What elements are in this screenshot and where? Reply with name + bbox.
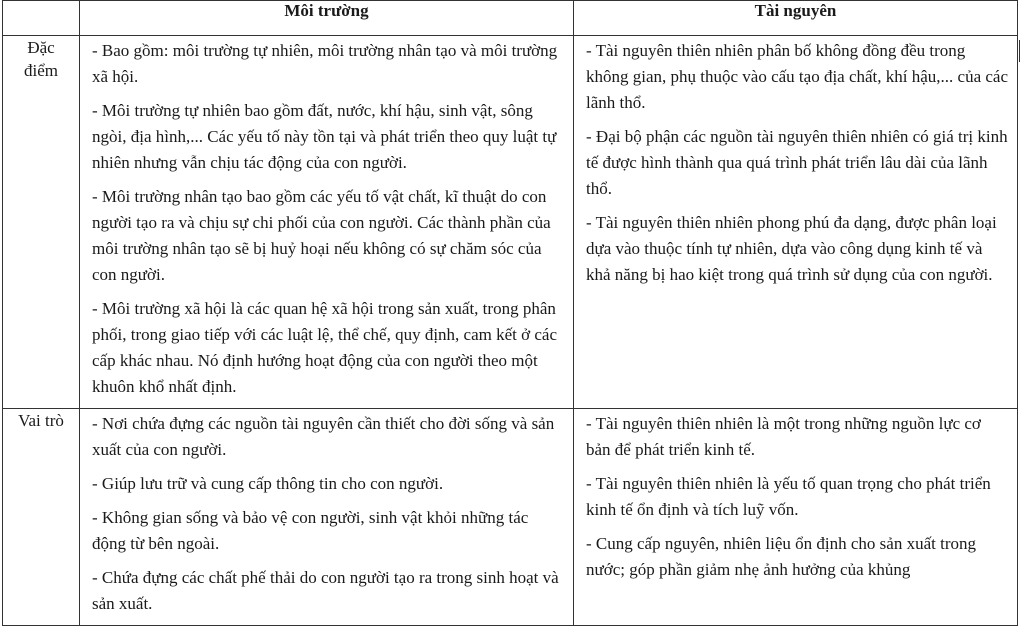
- list-item: - Tài nguyên thiên nhiên là một trong những nguồn lực cơ bản để phát triển kinh tế.: [586, 414, 981, 459]
- list-item: - Bao gồm: môi trường tự nhiên, môi trường nhân tạo và môi trường xã hội.: [92, 41, 558, 86]
- header-row: [3, 1, 1018, 36]
- row-label-dac-diem: [3, 36, 80, 409]
- cell-tai-nguyen-dac-diem: [574, 36, 1018, 409]
- list-item: - Môi trường nhân tạo bao gồm các yếu tố vật chất, kĩ thuật do con người tạo ra và chịu sự chi phối của con người. Các thành phần của môi trường nhân tạo sẽ bị huỷ hoại nếu không có sự chăm sóc của con người.: [92, 187, 551, 284]
- list-item: - Môi trường tự nhiên bao gồm đất, nước, khí hậu, sinh vật, sông ngòi, địa hình,... Các yếu tố này tồn tại và phát triển theo quy luật tự nhiên nhưng vẫn chịu tác động của con người.: [92, 101, 557, 172]
- comparison-table: [2, 0, 1018, 626]
- cropped-edge-divider: [1019, 40, 1020, 62]
- header-empty-cell: [3, 1, 80, 36]
- list-item: - Không gian sống và bảo vệ con người, sinh vật khỏi những tác động từ bên ngoài.: [92, 508, 529, 553]
- cell-moi-truong-dac-diem: [80, 36, 574, 409]
- table-row-dac-diem: [3, 36, 1018, 409]
- list-item: - Tài nguyên thiên nhiên phong phú đa dạng, được phân loại dựa vào thuộc tính tự nhiên, dựa vào công dụng kinh tế và khả năng bị hao kiệt trong quá trình sử dụng của con người.: [586, 213, 997, 284]
- list-item: - Chứa đựng các chất phế thải do con người tạo ra trong sinh hoạt và sản xuất.: [92, 568, 559, 613]
- row-label-line: điểm: [24, 61, 58, 80]
- row-label-line: Vai trò: [18, 411, 64, 430]
- list-item: - Môi trường xã hội là các quan hệ xã hội trong sản xuất, trong phân phối, trong giao tiếp với các luật lệ, thể chế, quy định, cam kết ở các cấp khác nhau. Nó định hướng hoạt động của con người theo một khuôn khổ nhất định.: [92, 299, 558, 396]
- list-item: - Giúp lưu trữ và cung cấp thông tin cho con người.: [92, 474, 444, 493]
- cell-tai-nguyen-vai-tro: [574, 409, 1018, 626]
- list-item: - Đại bộ phận các nguồn tài nguyên thiên nhiên có giá trị kinh tế được hình thành qua quá trình phát triển lâu dài của lãnh thổ.: [586, 127, 1008, 198]
- list-item: - Tài nguyên thiên nhiên phân bố không đồng đều trong không gian, phụ thuộc vào cấu tạo địa chất, khí hậu,... của các lãnh thổ.: [586, 41, 1009, 112]
- list-item: - Tài nguyên thiên nhiên là yếu tố quan trọng cho phát triển kinh tế ổn định và tích luỹ vốn.: [586, 474, 991, 519]
- row-label-line: Đặc: [27, 38, 55, 57]
- header-moi-truong: Môi trường: [80, 1, 574, 36]
- row-label-vai-tro: [3, 409, 80, 626]
- header-tai-nguyen: Tài nguyên: [574, 1, 1018, 36]
- list-item: - Nơi chứa đựng các nguồn tài nguyên cần thiết cho đời sống và sản xuất của con người.: [92, 414, 555, 459]
- table-row-vai-tro: [3, 409, 1018, 626]
- cell-moi-truong-vai-tro: [80, 409, 574, 626]
- list-item: - Cung cấp nguyên, nhiên liệu ổn định cho sản xuất trong nước; góp phần giảm nhẹ ảnh hưởng của khủng: [586, 534, 976, 579]
